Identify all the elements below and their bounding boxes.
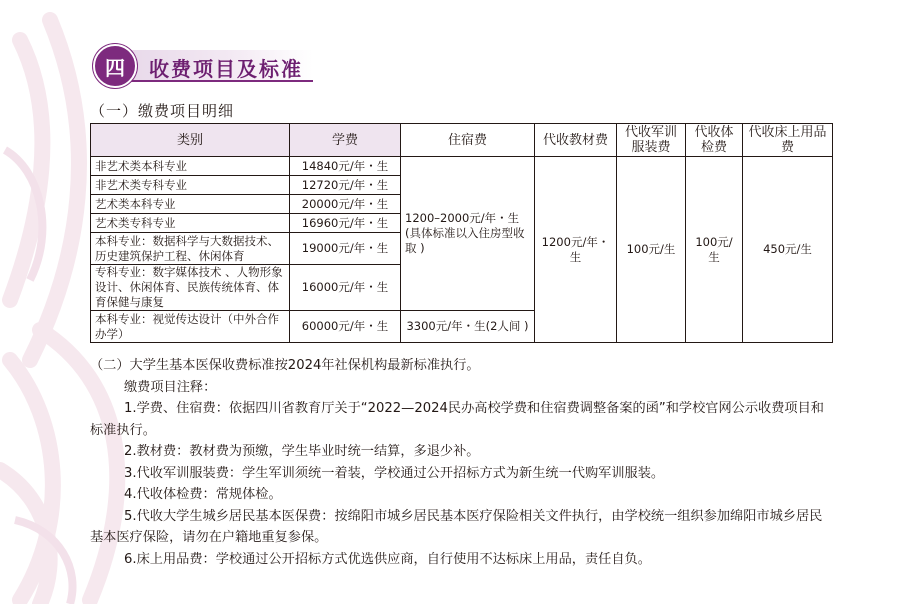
accommodation-double-room-cell: 3300元/年・生(2人间 )	[401, 311, 535, 343]
section-title: 收费项目及标准	[149, 57, 303, 81]
notes-intro: 缴费项目注释：	[124, 379, 217, 395]
header-bedding: 代收床上用品费	[743, 124, 833, 157]
note-item: 6.床上用品费：学校通过公开招标方式优选供应商，自行使用不达标床上用品，责任自负。	[124, 551, 651, 567]
category-cell: 艺术类专科专业	[91, 214, 290, 233]
accommodation-cell: 1200–2000元/年・生(具体标准以入住房型收取 )	[401, 157, 535, 311]
fee-notes	[90, 355, 835, 570]
tuition-cell: 12720元/年・生	[290, 176, 401, 195]
fee-table	[90, 123, 833, 343]
category-cell: 本科专业：数据科学与大数据技术、历史建筑保护工程、休闲体育	[91, 233, 290, 265]
category-cell: 非艺术类本科专业	[91, 157, 290, 176]
header-textbook: 代收教材费	[535, 124, 617, 157]
tuition-cell: 20000元/年・生	[290, 195, 401, 214]
bedding-fee-cell: 450元/生	[743, 157, 833, 343]
category-cell: 非艺术类专科专业	[91, 176, 290, 195]
tuition-cell: 19000元/年・生	[290, 233, 401, 265]
section-number-badge: 四	[93, 44, 137, 88]
fee-details-heading: （一）缴费项目明细	[90, 102, 235, 120]
note-item: 3.代收军训服装费：学生军训须统一着装，学校通过公开招标方式为新生统一代购军训服装。	[124, 465, 665, 481]
table-row	[91, 157, 833, 176]
category-cell: 本科专业：视觉传达设计（中外合作办学）	[91, 311, 290, 343]
header-accommodation: 住宿费	[401, 124, 535, 157]
note-item: 1.学费、住宿费：依据四川省教育厅关于“2022—2024民办高校学费和住宿费调整备案的函”和学校官网公示收费项目和标准执行。	[90, 401, 824, 438]
military-uniform-fee-cell: 100元/生	[617, 157, 686, 343]
header-medical-exam: 代收体检费	[686, 124, 743, 157]
medical-exam-fee-cell: 100元/生	[686, 157, 743, 343]
section-header	[93, 44, 313, 86]
medical-insurance-note: （二）大学生基本医保收费标准按2024年社保机构最新标准执行。	[90, 358, 480, 373]
tuition-cell: 60000元/年・生	[290, 311, 401, 343]
header-category: 类别	[91, 124, 290, 157]
tuition-cell: 16000元/年・生	[290, 265, 401, 311]
table-header-row	[91, 124, 833, 157]
note-item: 4.代收体检费：常规体检。	[124, 487, 282, 502]
category-cell: 艺术类本科专业	[91, 195, 290, 214]
category-cell: 专科专业：数字媒体技术 、人物形象设计、休闲体育、民族传统体育、体育保健与康复	[91, 265, 290, 311]
tuition-cell: 14840元/年・生	[290, 157, 401, 176]
tuition-cell: 16960元/年・生	[290, 214, 401, 233]
header-military-uniform: 代收军训服装费	[617, 124, 686, 157]
note-item: 2.教材费：教材费为预缴，学生毕业时统一结算，多退少补。	[124, 444, 480, 459]
header-tuition: 学费	[290, 124, 401, 157]
note-item: 5.代收大学生城乡居民基本医保费：按绵阳市城乡居民基本医疗保险相关文件执行，由学校统一组织参加绵阳市城乡居民基本医疗保险，请勿在户籍地重复参保。	[90, 508, 823, 545]
textbook-fee-cell: 1200元/年・生	[535, 157, 617, 343]
